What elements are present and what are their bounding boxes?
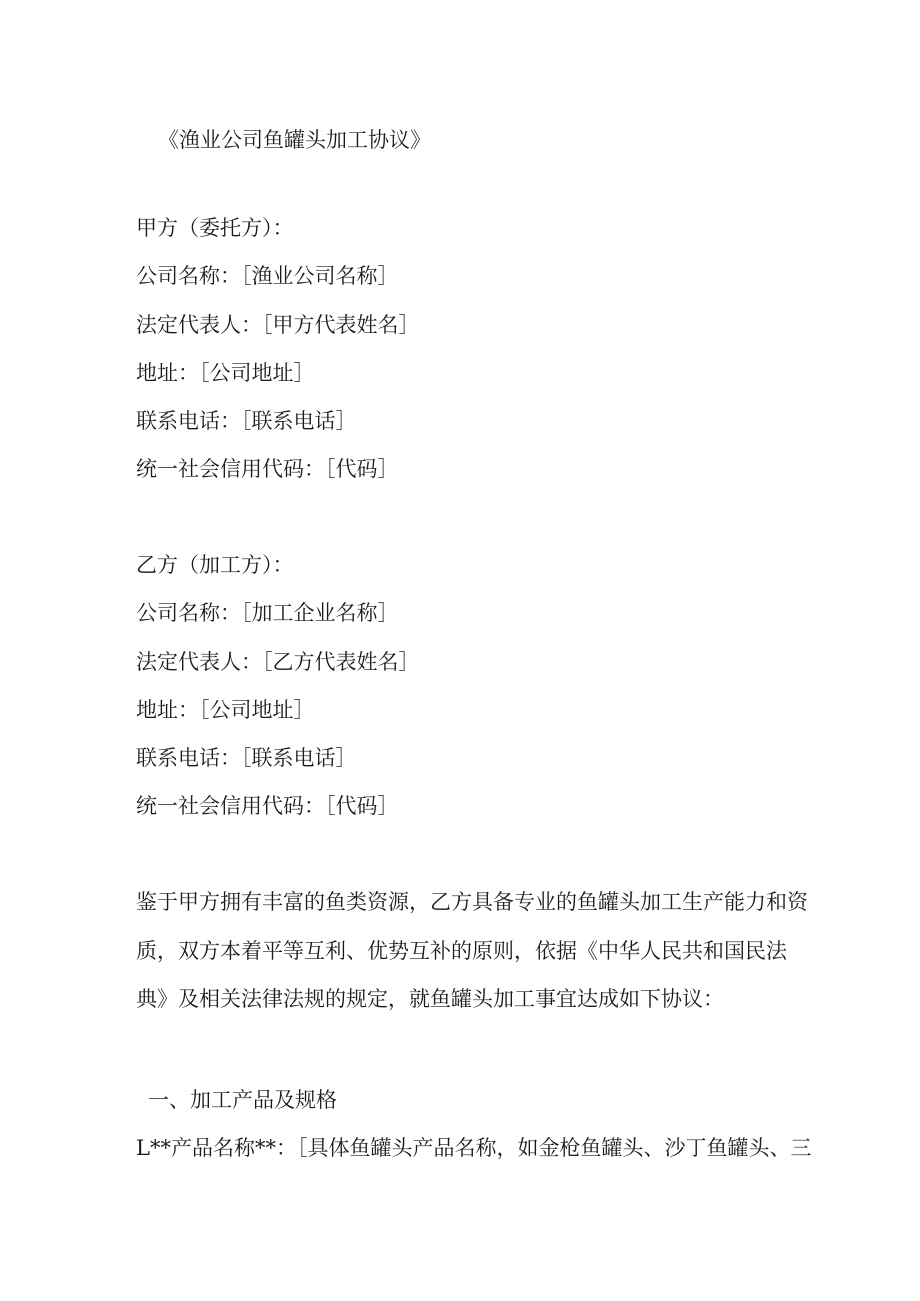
party-b-heading: 乙方（加工方）： [136, 553, 294, 577]
party-a-heading: 甲方（委托方）： [136, 216, 294, 240]
party-b-company: 公司名称：［加工企业名称］ [136, 601, 399, 625]
document-title: 《渔业公司鱼罐头加工协议》 [158, 128, 431, 152]
party-a-representative: 法定代表人：［甲方代表姓名］ [136, 313, 420, 337]
preamble-line-2: 质，双方本着平等互利、优势互补的原则，依据《中华人民共和国民法 [136, 939, 787, 963]
preamble-line-1: 鉴于甲方拥有丰富的鱼类资源，乙方具备专业的鱼罐头加工生产能力和资 [136, 890, 808, 914]
section-1-item-1: L**产品名称**：［具体鱼罐头产品名称，如金枪鱼罐头、沙丁鱼罐头、三 [136, 1136, 812, 1160]
preamble-line-3: 典》及相关法律法规的规定，就鱼罐头加工事宜达成如下协议： [136, 987, 724, 1011]
party-a-company: 公司名称：［渔业公司名称］ [136, 264, 399, 288]
party-a-credit-code: 统一社会信用代码：［代码］ [136, 457, 399, 481]
party-a-address: 地址：［公司地址］ [136, 361, 315, 385]
party-b-credit-code: 统一社会信用代码：［代码］ [136, 794, 399, 818]
party-a-phone: 联系电话：［联系电话］ [136, 409, 357, 433]
section-1-heading: 一、加工产品及规格 [148, 1088, 337, 1112]
party-b-representative: 法定代表人：［乙方代表姓名］ [136, 650, 420, 674]
party-b-address: 地址：［公司地址］ [136, 698, 315, 722]
party-b-phone: 联系电话：［联系电话］ [136, 746, 357, 770]
